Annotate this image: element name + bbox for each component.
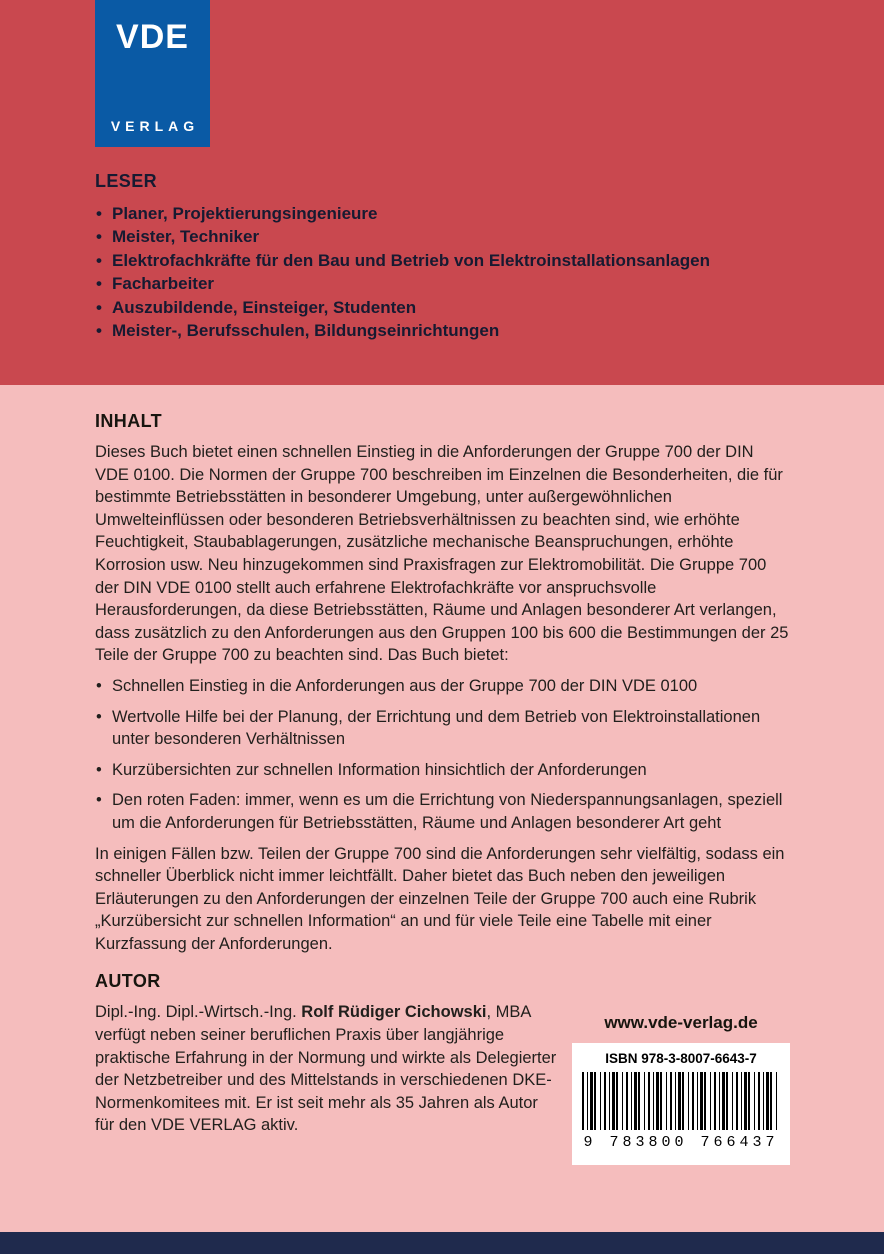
autor-paragraph [95, 1001, 557, 1137]
inhalt-item: • Wertvolle Hilfe bei der Planung, der Errichtung und dem Betrieb von Elektroinstallationen unter besonderen Verhältnissen [95, 706, 790, 751]
leser-item: • Meister-, Berufsschulen, Bildungseinrichtungen [95, 319, 790, 342]
vde-logo-text: VDE [116, 18, 189, 56]
leser-item: • Facharbeiter [95, 272, 790, 295]
inhalt-item: • Schnellen Einstieg in die Anforderungen aus der Gruppe 700 der DIN VDE 0100 [95, 675, 790, 698]
top-section [0, 0, 884, 385]
content-section [0, 385, 884, 1232]
autor-heading: AUTOR [95, 971, 161, 992]
isbn-barcode-box [572, 1043, 790, 1165]
leser-item: • Meister, Techniker [95, 225, 790, 248]
barcode-digits: 9 783800 766437 [583, 1134, 779, 1152]
publisher-website: www.vde-verlag.de [604, 1013, 758, 1033]
autor-text-suffix: , MBA verfügt neben seiner beruflichen Praxis über langjährige praktische Erfahrung in der Normung und wirkte als Delegierter der Netzbetreiber und des Mittelstands in verschiedenen DKE-Normenkomitees mit. Er ist seit mehr als 35 Jahren als Autor für den VDE VERLAG aktiv. [95, 1003, 557, 1135]
vde-verlag-logo [95, 0, 210, 147]
bottom-navy-bar [0, 1232, 884, 1254]
isbn-label: ISBN 978-3-8007-6643-7 [605, 1051, 757, 1067]
inhalt-item: • Den roten Faden: immer, wenn es um die Errichtung von Niederspannungsanlagen, speziell um die Anforderungen für Betriebsstätten, Räume und Anlagen besonderer Art geht [95, 789, 790, 834]
inhalt-heading: INHALT [95, 411, 163, 431]
inhalt-item: • Kurzübersichten zur schnellen Information hinsichtlich der Anforderungen [95, 759, 790, 782]
author-column [95, 971, 557, 1165]
publisher-info-column [572, 971, 790, 1165]
autor-text-prefix: Dipl.-Ing. Dipl.-Wirtsch.-Ing. [95, 1003, 302, 1022]
inhalt-intro-paragraph: Dieses Buch bietet einen schnellen Einstieg in die Anforderungen der Gruppe 700 der DIN VDE 0100. Die Normen der Gruppe 700 beschreiben im Einzelnen die Besonderheiten, die für bestimmte Betriebsstätten in besonderer Umgebung, unter außergewöhnlichen Umwelteinflüssen oder besonderen Betriebsverhältnissen zu beachten sind, wie erhöhte Feuchtigkeit, Staubablagerungen, zusätzliche mechanische Beanspruchungen, erhöhte Korrosion usw. Neu hinzugekommen sind Praxisfragen zur Elektromobilität. Die Gruppe 700 der DIN VDE 0100 stellt auch erfahrene Elektrofachkräfte vor anspruchsvolle Herausforderungen, da diese Betriebsstätten, Räume und Anlagen besonderer Art verlangen, dass zusätzlich zu den Anforderungen aus den Gruppen 100 bis 600 die Bestimmungen der 25 Teile der Gruppe 700 zu beachten sind. Das Buch bietet: [95, 443, 789, 665]
autor-name: Rolf Rüdiger Cichowski [301, 1003, 487, 1022]
leser-item: • Planer, Projektierungsingenieure [95, 202, 790, 225]
leser-heading: LESER [95, 171, 158, 191]
verlag-logo-text: VERLAG [110, 118, 200, 134]
author-row [95, 971, 790, 1165]
inhalt-outro-paragraph: In einigen Fällen bzw. Teilen der Gruppe 700 sind die Anforderungen sehr vielfältig, sodass ein schneller Überblick nicht immer leichtfällt. Daher bietet das Buch neben den jeweiligen Erläuterungen zu den Anforderungen der einzelnen Teile der Gruppe 700 auch eine Rubrik „Kurzübersicht zur schnellen Information“ an und für viele Teile eine Tabelle mit einer Kurzfassung der Anforderungen. [95, 844, 785, 953]
inhalt-list [95, 675, 790, 835]
leser-list [95, 202, 790, 342]
leser-item: • Elektrofachkräfte für den Bau und Betrieb von Elektroinstallationsanlagen [95, 249, 790, 272]
barcode-icon [582, 1072, 780, 1130]
leser-item: • Auszubildende, Einsteiger, Studenten [95, 296, 790, 319]
